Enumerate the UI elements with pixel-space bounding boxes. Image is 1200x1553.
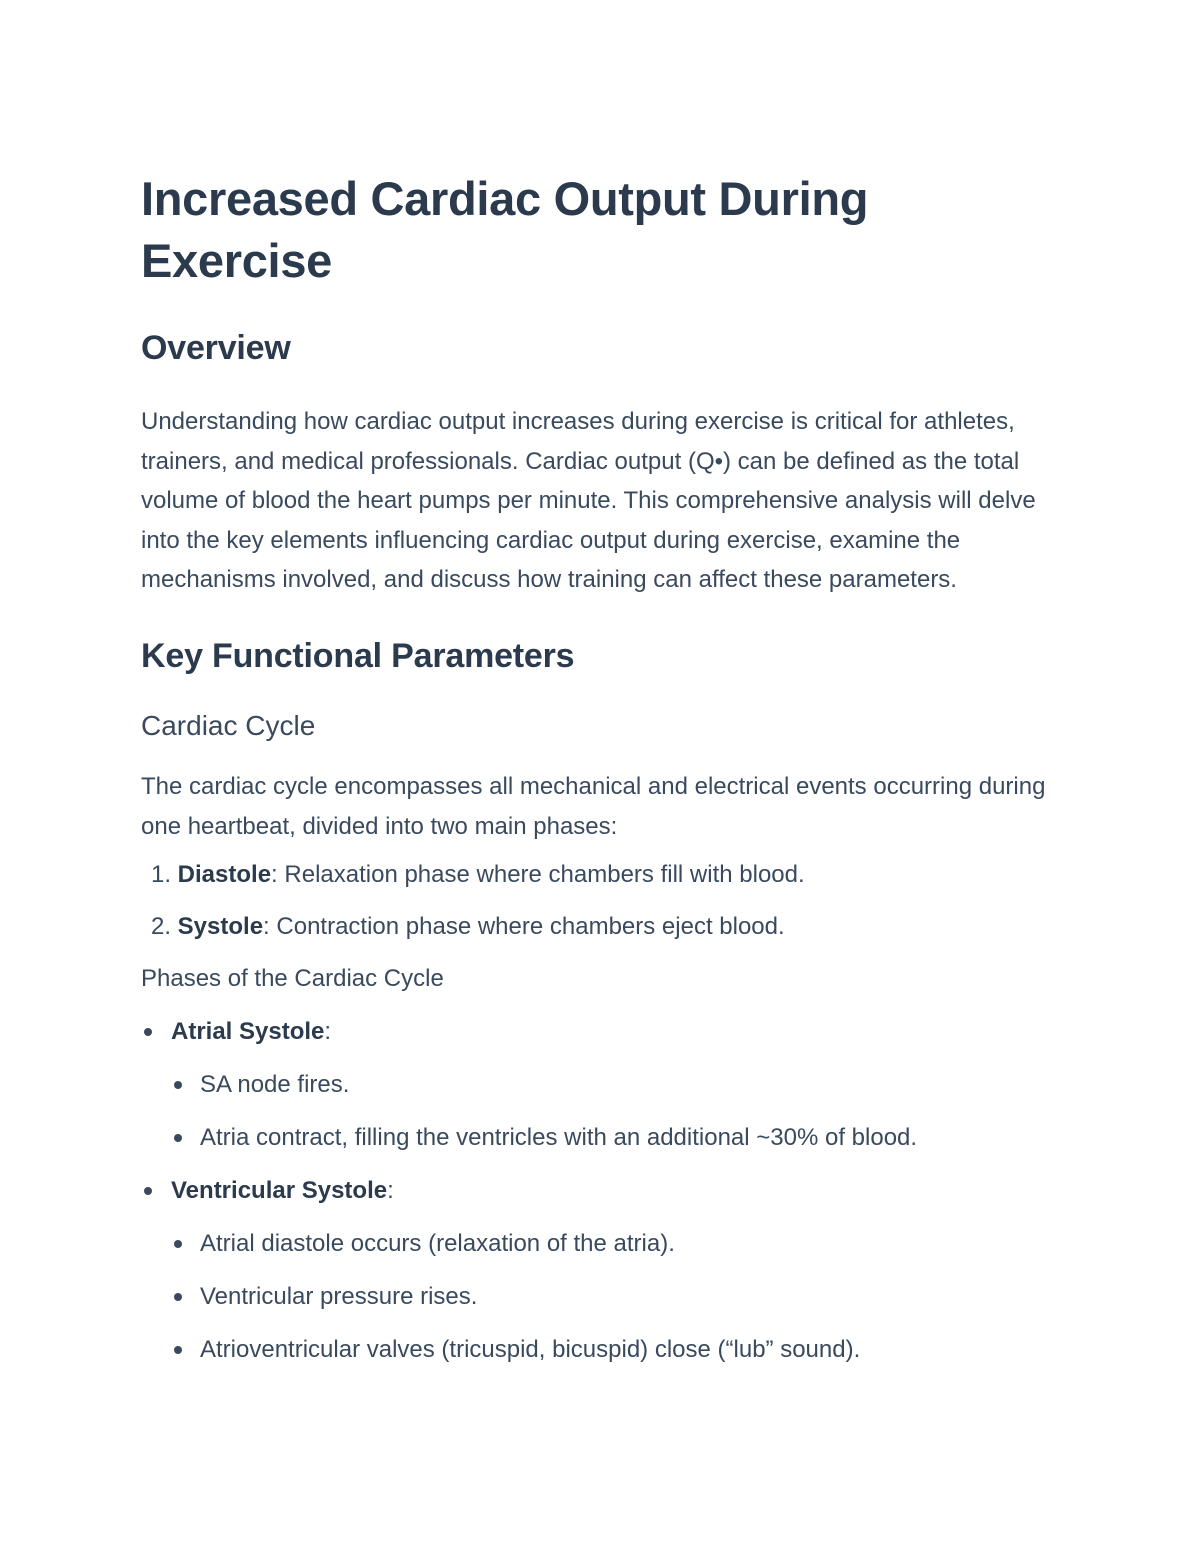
list-number: 1. (150, 861, 171, 889)
list-item-text: Atrioventricular valves (tricuspid, bicuspid) close (“lub” sound). (200, 1336, 861, 1364)
ventricular-systole-suffix: : (387, 1177, 394, 1205)
atrial-systole-term: Atrial Systole (171, 1018, 325, 1046)
bullet-icon (174, 1240, 182, 1248)
phase-term: Systole (177, 913, 264, 941)
document-title (141, 168, 1061, 292)
list-item-atrial-systole (141, 1017, 1061, 1153)
atrial-systole-sublist (171, 1070, 1061, 1153)
bullet-icon (174, 1081, 182, 1089)
ventricular-systole-sublist (171, 1229, 1061, 1365)
bullet-icon (144, 1187, 152, 1195)
list-item (171, 1229, 1061, 1259)
list-item (141, 860, 1061, 890)
list-item-ventricular-systole (141, 1176, 1061, 1365)
list-item (171, 1282, 1061, 1312)
key-parameters-heading: Key Functional Parameters (141, 636, 575, 675)
list-item (171, 1070, 1061, 1100)
list-item-text: Atrial diastole occurs (relaxation of the atria). (200, 1230, 675, 1258)
title-line-2: Exercise (141, 234, 332, 287)
overview-paragraph: Understanding how cardiac output increases during exercise is critical for athletes, trainers, and medical professionals. Cardiac output (Q•) can be defined as the total volume of blood the heart pumps per minute. This comprehensive analysis will delve into the key elements influencing cardiac output during exercise, examine the mechanisms involved, and discuss how training can affect these parameters. (141, 408, 1036, 594)
phase-definition: : Contraction phase where chambers eject blood. (263, 913, 785, 941)
atrial-systole-suffix: : (324, 1018, 332, 1046)
list-item-text: Ventricular pressure rises. (200, 1283, 478, 1311)
ventricular-systole-term: Ventricular Systole (171, 1177, 388, 1205)
phase-definition: : Relaxation phase where chambers fill with blood. (271, 861, 805, 889)
list-number: 2. (150, 913, 171, 941)
phase-details-list (141, 1017, 1061, 1365)
bullet-icon (174, 1293, 182, 1301)
list-item-text: Atria contract, filling the ventricles with an additional ~30% of blood. (200, 1124, 918, 1152)
bullet-icon (174, 1134, 182, 1142)
list-item (171, 1123, 1061, 1153)
list-item (171, 1335, 1061, 1365)
overview-heading: Overview (141, 329, 291, 367)
list-item-text: SA node fires. (200, 1071, 350, 1099)
list-item (141, 912, 1061, 942)
bullet-icon (144, 1028, 152, 1036)
main-phases-list (141, 860, 1061, 942)
phase-term: Diastole (177, 861, 272, 889)
cardiac-cycle-heading: Cardiac Cycle (141, 709, 316, 741)
bullet-icon (174, 1346, 182, 1354)
cardiac-cycle-paragraph: The cardiac cycle encompasses all mechanical and electrical events occurring during one heartbeat, divided into two main phases: (141, 772, 1046, 840)
title-line-1: Increased Cardiac Output During (141, 172, 869, 225)
document-page (141, 168, 1061, 1365)
phases-subheading: Phases of the Cardiac Cycle (141, 965, 444, 993)
